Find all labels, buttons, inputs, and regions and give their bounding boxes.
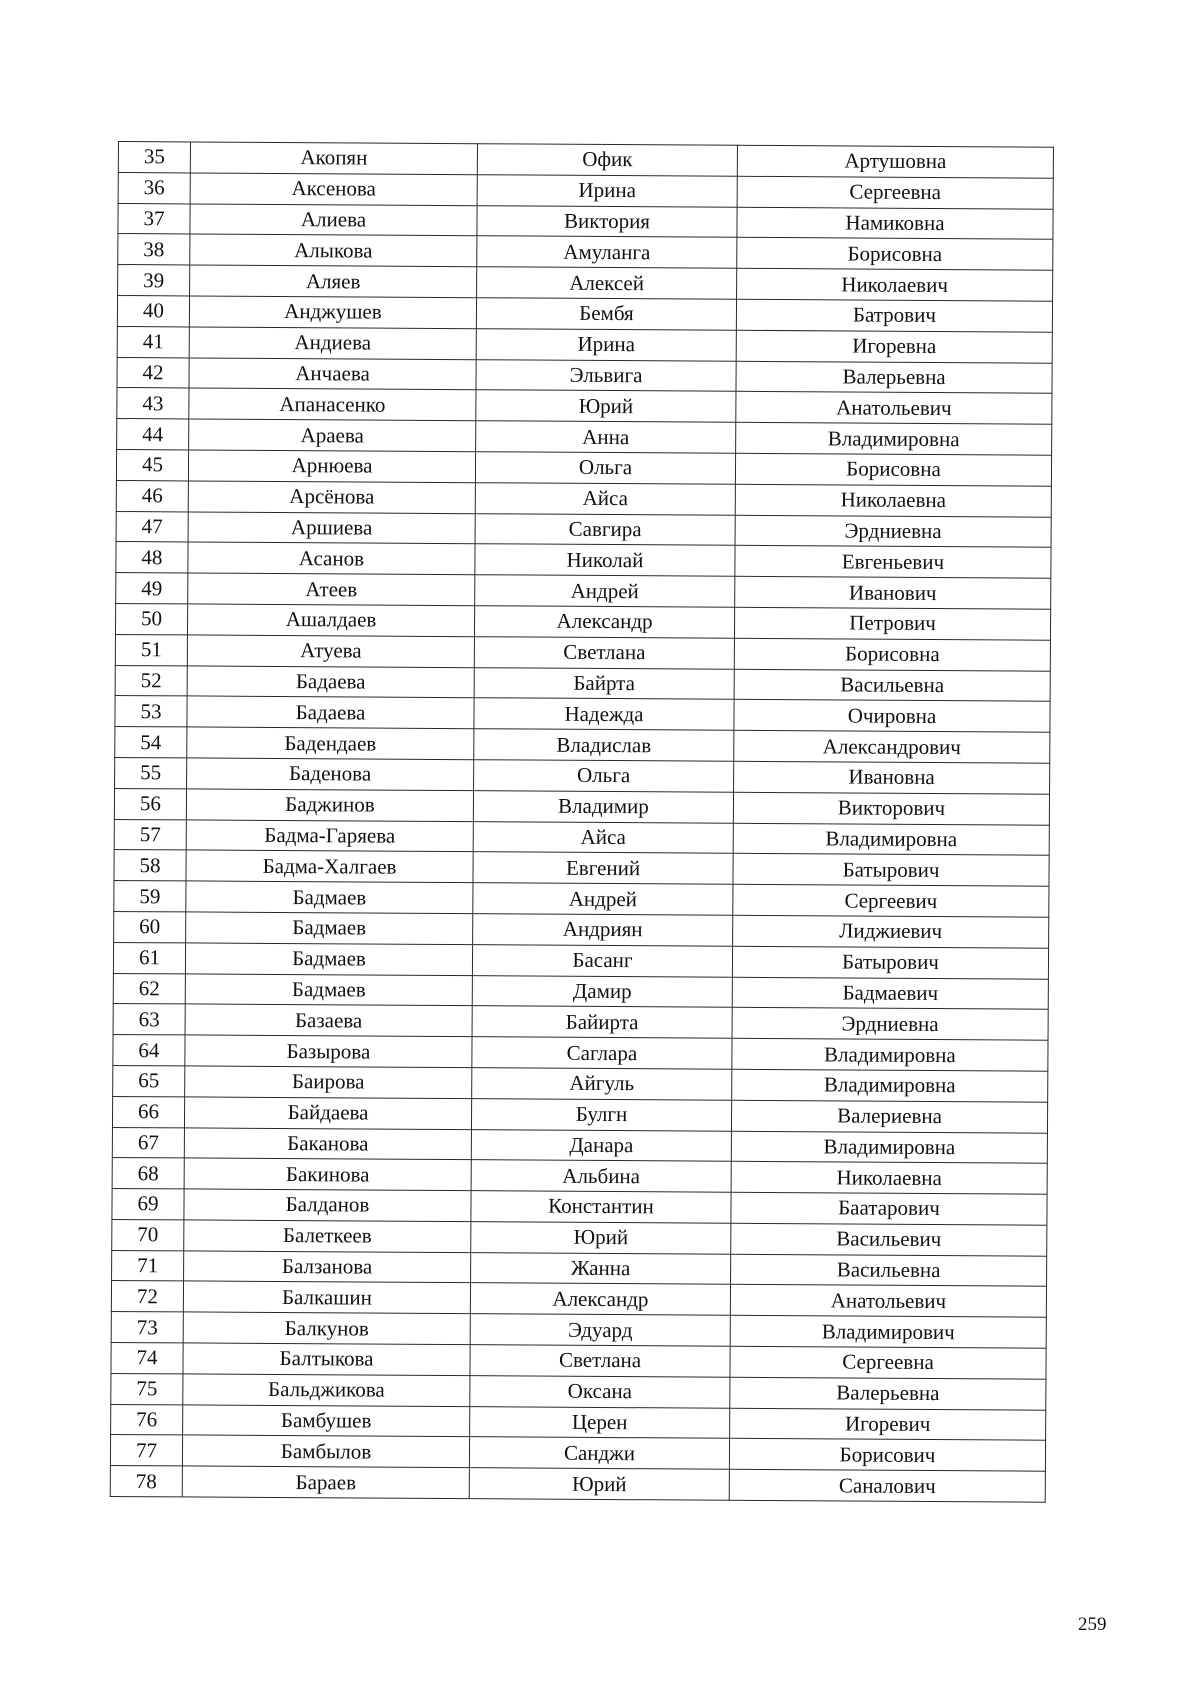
first-name-cell: Юрий — [469, 1468, 729, 1500]
patronymic-cell: Батрович — [736, 299, 1052, 332]
row-number-cell: 48 — [116, 542, 188, 573]
first-name-cell: Айса — [473, 821, 733, 853]
row-number-cell: 56 — [114, 788, 186, 819]
first-name-cell: Басанг — [472, 944, 732, 976]
first-name-cell: Евгений — [473, 852, 733, 884]
row-number-cell: 52 — [115, 665, 187, 696]
surname-cell: Бадаева — [187, 696, 474, 729]
surname-cell: Базаева — [185, 1004, 472, 1037]
surname-cell: Балзанова — [184, 1251, 471, 1284]
surname-cell: Анджушев — [189, 296, 476, 329]
patronymic-cell: Александрович — [734, 730, 1050, 763]
surname-cell: Бадма-Халгаев — [186, 850, 473, 883]
first-name-cell: Ольга — [474, 760, 734, 792]
patronymic-cell: Владимирович — [730, 1316, 1046, 1349]
patronymic-cell: Владимировна — [732, 1038, 1048, 1071]
patronymic-cell: Валериевна — [731, 1100, 1047, 1133]
row-number-cell: 36 — [118, 172, 190, 203]
first-name-cell: Владимир — [473, 790, 733, 822]
surname-cell: Акопян — [190, 142, 477, 175]
row-number-cell: 74 — [111, 1343, 183, 1374]
surname-cell: Балеткеев — [184, 1220, 471, 1253]
row-number-cell: 70 — [112, 1219, 184, 1250]
row-number-cell: 40 — [117, 295, 189, 326]
row-number-cell: 69 — [112, 1189, 184, 1220]
first-name-cell: Офик — [477, 144, 737, 176]
patronymic-cell: Баатарович — [731, 1192, 1047, 1225]
first-name-cell: Светлана — [474, 636, 734, 668]
patronymic-cell: Бадмаевич — [732, 977, 1048, 1010]
row-number-cell: 78 — [110, 1466, 182, 1497]
row-number-cell: 55 — [115, 757, 187, 788]
surname-cell: Бараев — [182, 1466, 469, 1499]
first-name-cell: Александр — [470, 1283, 730, 1315]
surname-cell: Базырова — [185, 1035, 472, 1068]
row-number-cell: 75 — [111, 1373, 183, 1404]
names-table — [110, 141, 1054, 1503]
first-name-cell: Константин — [471, 1191, 731, 1223]
surname-cell: Бакинова — [184, 1158, 471, 1191]
patronymic-cell: Намиковна — [737, 207, 1053, 240]
surname-cell: Баирова — [185, 1066, 472, 1099]
patronymic-cell: Очировна — [734, 700, 1050, 733]
patronymic-cell: Игоревна — [736, 330, 1052, 363]
row-number-cell: 64 — [113, 1035, 185, 1066]
surname-cell: Баденова — [187, 758, 474, 791]
first-name-cell: Амуланга — [477, 236, 737, 268]
patronymic-cell: Артушовна — [737, 145, 1053, 178]
patronymic-cell: Борисовна — [735, 453, 1051, 486]
first-name-cell: Данара — [471, 1129, 731, 1161]
patronymic-cell: Николаевна — [735, 484, 1051, 517]
patronymic-cell: Сергеевна — [737, 176, 1053, 209]
surname-cell: Алыкова — [190, 234, 477, 267]
first-name-cell: Александр — [474, 606, 734, 638]
first-name-cell: Альбина — [471, 1160, 731, 1192]
first-name-cell: Надежда — [474, 698, 734, 730]
row-number-cell: 76 — [111, 1404, 183, 1435]
first-name-cell: Владислав — [474, 729, 734, 761]
surname-cell: Анчаева — [189, 358, 476, 391]
patronymic-cell: Валерьевна — [736, 361, 1052, 394]
surname-cell: Аляев — [190, 265, 477, 298]
first-name-cell: Саглара — [472, 1037, 732, 1069]
patronymic-cell: Анатольевич — [730, 1285, 1046, 1318]
row-number-cell: 57 — [114, 819, 186, 850]
surname-cell: Бадендаев — [187, 727, 474, 760]
first-name-cell: Николай — [475, 544, 735, 576]
patronymic-cell: Борисовна — [737, 238, 1053, 271]
surname-cell: Бадмаев — [185, 943, 472, 976]
page-number: 259 — [1078, 1614, 1107, 1635]
first-name-cell: Андрей — [475, 575, 735, 607]
first-name-cell: Виктория — [477, 205, 737, 237]
first-name-cell: Андриян — [473, 914, 733, 946]
row-number-cell: 66 — [112, 1096, 184, 1127]
surname-cell: Бадмаев — [186, 881, 473, 914]
first-name-cell: Алексей — [477, 267, 737, 299]
first-name-cell: Эльвига — [476, 359, 736, 391]
patronymic-cell: Батырович — [733, 854, 1049, 887]
surname-cell: Бальджикова — [183, 1374, 470, 1407]
patronymic-cell: Анатольевич — [736, 392, 1052, 425]
row-number-cell: 45 — [116, 449, 188, 480]
first-name-cell: Булгн — [471, 1098, 731, 1130]
surname-cell: Араева — [189, 419, 476, 452]
row-number-cell: 68 — [112, 1158, 184, 1189]
row-number-cell: 37 — [118, 203, 190, 234]
first-name-cell: Байирта — [472, 1006, 732, 1038]
surname-cell: Андиева — [189, 327, 476, 360]
row-number-cell: 71 — [112, 1250, 184, 1281]
surname-cell: Балкунов — [183, 1312, 470, 1345]
patronymic-cell: Сергеевна — [730, 1346, 1046, 1379]
row-number-cell: 38 — [118, 234, 190, 265]
patronymic-cell: Евгеньевич — [735, 546, 1051, 579]
first-name-cell: Ольга — [475, 452, 735, 484]
surname-cell: Балкашин — [183, 1281, 470, 1314]
row-number-cell: 67 — [112, 1127, 184, 1158]
row-number-cell: 44 — [117, 419, 189, 450]
patronymic-cell: Борисович — [729, 1439, 1045, 1472]
surname-cell: Аксенова — [190, 173, 477, 206]
patronymic-cell: Игоревич — [730, 1408, 1046, 1441]
first-name-cell: Эдуард — [470, 1314, 730, 1346]
surname-cell: Бадаева — [187, 665, 474, 698]
patronymic-cell: Ивановна — [734, 761, 1050, 794]
patronymic-cell: Николаевич — [737, 268, 1053, 301]
surname-cell: Бадма-Гаряева — [186, 819, 473, 852]
first-name-cell: Савгира — [475, 513, 735, 545]
patronymic-cell: Васильевна — [731, 1254, 1047, 1287]
surname-cell: Байдаева — [184, 1097, 471, 1130]
patronymic-cell: Батырович — [732, 946, 1048, 979]
surname-cell: Бамбылов — [182, 1435, 469, 1468]
patronymic-cell: Эрдниевна — [735, 515, 1051, 548]
patronymic-cell: Васильевич — [731, 1223, 1047, 1256]
first-name-cell: Юрий — [471, 1222, 731, 1254]
surname-cell: Ашалдаев — [187, 604, 474, 637]
patronymic-cell: Лиджиевич — [733, 915, 1049, 948]
first-name-cell: Церен — [470, 1406, 730, 1438]
first-name-cell: Дамир — [472, 975, 732, 1007]
surname-cell: Балтыкова — [183, 1343, 470, 1376]
surname-cell: Арнюева — [188, 450, 475, 483]
row-number-cell: 42 — [117, 357, 189, 388]
surname-cell: Асанов — [188, 542, 475, 575]
patronymic-cell: Иванович — [735, 576, 1051, 609]
patronymic-cell: Николаевна — [731, 1162, 1047, 1195]
row-number-cell: 41 — [117, 326, 189, 357]
first-name-cell: Юрий — [476, 390, 736, 422]
row-number-cell: 39 — [118, 265, 190, 296]
surname-cell: Бамбушев — [183, 1405, 470, 1438]
row-number-cell: 61 — [113, 942, 185, 973]
row-number-cell: 65 — [113, 1065, 185, 1096]
first-name-cell: Андрей — [473, 883, 733, 915]
row-number-cell: 51 — [115, 634, 187, 665]
row-number-cell: 60 — [114, 911, 186, 942]
row-number-cell: 73 — [111, 1312, 183, 1343]
surname-cell: Алиева — [190, 204, 477, 237]
patronymic-cell: Владимировна — [736, 422, 1052, 455]
patronymic-cell: Борисовна — [734, 638, 1050, 671]
first-name-cell: Светлана — [470, 1345, 730, 1377]
patronymic-cell: Сергеевич — [733, 884, 1049, 917]
patronymic-cell: Саналович — [729, 1470, 1045, 1503]
row-number-cell: 47 — [116, 511, 188, 542]
names-table-body — [110, 142, 1053, 1503]
patronymic-cell: Эрдниевна — [732, 1008, 1048, 1041]
patronymic-cell: Владимировна — [733, 823, 1049, 856]
row-number-cell: 53 — [115, 696, 187, 727]
surname-cell: Баджинов — [186, 789, 473, 822]
row-number-cell: 49 — [116, 573, 188, 604]
first-name-cell: Жанна — [471, 1252, 731, 1284]
patronymic-cell: Викторович — [733, 792, 1049, 825]
patronymic-cell: Валерьевна — [730, 1377, 1046, 1410]
first-name-cell: Ирина — [477, 174, 737, 206]
surname-cell: Атеев — [188, 573, 475, 606]
row-number-cell: 59 — [114, 881, 186, 912]
first-name-cell: Ирина — [476, 328, 736, 360]
row-number-cell: 62 — [113, 973, 185, 1004]
first-name-cell: Санджи — [469, 1437, 729, 1469]
first-name-cell: Айгуль — [472, 1068, 732, 1100]
row-number-cell: 43 — [117, 388, 189, 419]
surname-cell: Баканова — [184, 1127, 471, 1160]
surname-cell: Апанасенко — [189, 388, 476, 421]
surname-cell: Аршиева — [188, 511, 475, 544]
row-number-cell: 46 — [116, 480, 188, 511]
table-row — [110, 1466, 1045, 1503]
first-name-cell: Оксана — [470, 1376, 730, 1408]
patronymic-cell: Петрович — [734, 607, 1050, 640]
surname-cell: Атуева — [187, 635, 474, 668]
first-name-cell: Байрта — [474, 667, 734, 699]
row-number-cell: 35 — [118, 142, 190, 173]
row-number-cell: 50 — [115, 603, 187, 634]
row-number-cell: 77 — [110, 1435, 182, 1466]
first-name-cell: Анна — [476, 421, 736, 453]
surname-cell: Бадмаев — [186, 912, 473, 945]
surname-cell: Арсёнова — [188, 481, 475, 514]
surname-cell: Бадмаев — [185, 973, 472, 1006]
row-number-cell: 58 — [114, 850, 186, 881]
first-name-cell: Айса — [475, 482, 735, 514]
row-number-cell: 63 — [113, 1004, 185, 1035]
first-name-cell: Бембя — [476, 298, 736, 330]
surname-cell: Балданов — [184, 1189, 471, 1222]
patronymic-cell: Владимировна — [731, 1131, 1047, 1164]
patronymic-cell: Васильевна — [734, 669, 1050, 702]
row-number-cell: 72 — [111, 1281, 183, 1312]
row-number-cell: 54 — [115, 727, 187, 758]
patronymic-cell: Владимировна — [732, 1069, 1048, 1102]
